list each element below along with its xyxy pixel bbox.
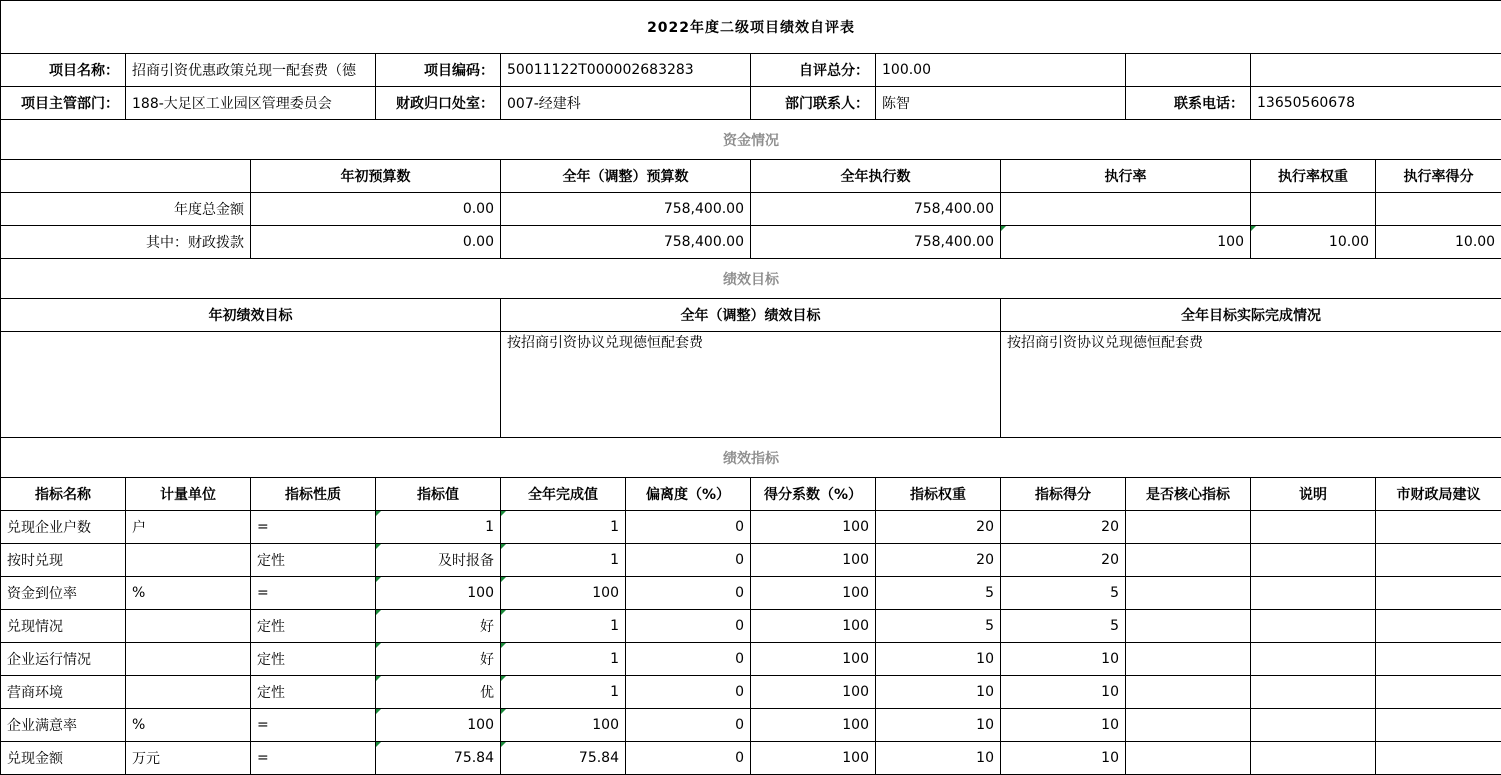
indicator-unit[interactable] [126,643,251,676]
goals-initial-text[interactable] [1,332,501,438]
indicator-completed[interactable]: 1 [501,676,626,709]
project-name-value[interactable]: 招商引资优惠政策兑现一配套费（德 [126,54,376,87]
page-title: 2022年度二级项目绩效自评表 [1,1,1501,54]
indicator-weight[interactable]: 10 [876,709,1001,742]
funds-header-initial: 年初预算数 [251,160,501,193]
self-score-value[interactable]: 100.00 [876,54,1126,87]
funds-weight[interactable]: 10.00 [1251,226,1376,259]
goals-section-title: 绩效目标 [1,259,1501,299]
indicator-deviation[interactable]: 0 [626,511,751,544]
goals-header-initial: 年初绩效目标 [1,299,501,332]
indicator-unit[interactable]: 万元 [126,742,251,775]
empty-cell[interactable] [1251,54,1501,87]
indicator-header-nature: 指标性质 [251,478,376,511]
indicator-deviation[interactable]: 0 [626,643,751,676]
indicator-row [1,643,1501,676]
indicator-score[interactable]: 10 [1001,676,1126,709]
indicator-coef[interactable]: 100 [751,577,876,610]
indicator-weight[interactable]: 10 [876,742,1001,775]
contact-value[interactable]: 陈智 [876,87,1126,120]
indicator-nature[interactable]: = [251,709,376,742]
project-code-value[interactable]: 50011122T000002683283 [501,54,751,87]
indicators-header-row [1,478,1501,511]
indicator-value[interactable]: 100 [376,709,501,742]
indicator-core[interactable] [1126,676,1251,709]
indicator-header-score: 指标得分 [1001,478,1126,511]
funds-initial[interactable]: 0.00 [251,226,501,259]
indicator-header-note: 说明 [1251,478,1376,511]
indicator-row [1,544,1501,577]
indicator-advice[interactable] [1376,709,1501,742]
indicator-core[interactable] [1126,511,1251,544]
indicator-nature[interactable]: = [251,577,376,610]
funds-row-label: 其中：财政拨款 [1,226,251,259]
indicator-nature[interactable]: 定性 [251,676,376,709]
indicator-header-name: 指标名称 [1,478,126,511]
indicator-coef[interactable]: 100 [751,511,876,544]
indicator-header-deviation: 偏离度（%） [626,478,751,511]
indicator-value[interactable]: 75.84 [376,742,501,775]
indicator-note[interactable] [1251,577,1376,610]
funds-adjusted[interactable]: 758,400.00 [501,193,751,226]
indicator-value[interactable]: 100 [376,577,501,610]
indicator-nature[interactable]: = [251,742,376,775]
funds-executed[interactable]: 758,400.00 [751,226,1001,259]
indicator-header-weight: 指标权重 [876,478,1001,511]
indicator-value[interactable]: 及时报备 [376,544,501,577]
contact-label: 部门联系人： [751,87,876,120]
funds-row-total [1,193,1501,226]
project-name-label: 项目名称： [1,54,126,87]
indicator-value[interactable]: 好 [376,610,501,643]
indicator-name[interactable]: 企业满意率 [1,709,126,742]
indicator-weight[interactable]: 10 [876,643,1001,676]
indicator-score[interactable]: 5 [1001,577,1126,610]
indicator-score[interactable]: 10 [1001,709,1126,742]
project-code-label: 项目编码： [376,54,501,87]
indicator-unit[interactable]: % [126,709,251,742]
indicator-completed[interactable]: 75.84 [501,742,626,775]
indicator-deviation[interactable]: 0 [626,709,751,742]
indicator-completed[interactable]: 100 [501,577,626,610]
funds-initial[interactable]: 0.00 [251,193,501,226]
indicator-value[interactable]: 1 [376,511,501,544]
indicator-deviation[interactable]: 0 [626,676,751,709]
funds-row-fiscal [1,226,1501,259]
goals-adjusted-text[interactable]: 按招商引资协议兑现德恒配套费 [501,332,1001,438]
indicator-core[interactable] [1126,544,1251,577]
indicator-name[interactable]: 兑现企业户数 [1,511,126,544]
indicator-core[interactable] [1126,742,1251,775]
indicator-unit[interactable] [126,610,251,643]
funds-weight[interactable] [1251,193,1376,226]
empty-cell[interactable] [1126,54,1251,87]
indicator-name[interactable]: 兑现金额 [1,742,126,775]
indicator-value[interactable]: 优 [376,676,501,709]
self-score-label: 自评总分： [751,54,876,87]
indicator-note[interactable] [1251,610,1376,643]
indicator-coef[interactable]: 100 [751,643,876,676]
indicators-section-title: 绩效指标 [1,438,1501,478]
indicator-nature[interactable]: = [251,511,376,544]
indicator-row [1,676,1501,709]
indicator-completed[interactable]: 100 [501,709,626,742]
indicator-deviation[interactable]: 0 [626,544,751,577]
funds-header-blank [1,160,251,193]
indicator-deviation[interactable]: 0 [626,577,751,610]
indicator-completed[interactable]: 1 [501,643,626,676]
indicator-advice[interactable] [1376,577,1501,610]
indicator-score[interactable]: 20 [1001,511,1126,544]
indicator-unit[interactable]: 户 [126,511,251,544]
funds-header-adjusted: 全年（调整）预算数 [501,160,751,193]
indicator-deviation[interactable]: 0 [626,610,751,643]
indicator-completed[interactable]: 1 [501,544,626,577]
indicator-completed[interactable]: 1 [501,610,626,643]
funds-adjusted[interactable]: 758,400.00 [501,226,751,259]
goals-header-actual: 全年目标实际完成情况 [1001,299,1501,332]
dept-value[interactable]: 188-大足区工业园区管理委员会 [126,87,376,120]
indicator-advice[interactable] [1376,610,1501,643]
indicator-header-core: 是否核心指标 [1126,478,1251,511]
indicator-unit[interactable] [126,544,251,577]
indicator-weight[interactable]: 20 [876,511,1001,544]
indicator-name[interactable]: 资金到位率 [1,577,126,610]
indicator-weight[interactable]: 5 [876,577,1001,610]
indicator-name[interactable]: 营商环境 [1,676,126,709]
indicator-nature[interactable]: 定性 [251,643,376,676]
indicator-score[interactable]: 20 [1001,544,1126,577]
indicator-advice[interactable] [1376,676,1501,709]
indicator-coef[interactable]: 100 [751,544,876,577]
indicator-note[interactable] [1251,643,1376,676]
indicator-note[interactable] [1251,544,1376,577]
funds-rate[interactable] [1001,193,1251,226]
indicator-row [1,511,1501,544]
indicator-row [1,610,1501,643]
indicator-weight[interactable]: 5 [876,610,1001,643]
funds-section-title: 资金情况 [1,120,1501,160]
funds-header-rate: 执行率 [1001,160,1251,193]
indicator-header-completed: 全年完成值 [501,478,626,511]
goals-actual-text[interactable]: 按招商引资协议兑现德恒配套费 [1001,332,1501,438]
funds-header-score: 执行率得分 [1376,160,1501,193]
indicator-note[interactable] [1251,742,1376,775]
indicator-weight[interactable]: 10 [876,676,1001,709]
finance-label: 财政归口处室： [376,87,501,120]
funds-rate[interactable]: 100 [1001,226,1251,259]
indicator-advice[interactable] [1376,511,1501,544]
funds-score[interactable] [1376,193,1501,226]
indicator-unit[interactable]: % [126,577,251,610]
indicator-value[interactable]: 好 [376,643,501,676]
indicator-score[interactable]: 5 [1001,610,1126,643]
indicator-core[interactable] [1126,577,1251,610]
indicator-header-value: 指标值 [376,478,501,511]
indicator-score[interactable]: 10 [1001,742,1126,775]
indicator-name[interactable]: 按时兑现 [1,544,126,577]
indicator-note[interactable] [1251,709,1376,742]
finance-value[interactable]: 007-经建科 [501,87,751,120]
indicator-nature[interactable]: 定性 [251,610,376,643]
indicator-completed[interactable]: 1 [501,511,626,544]
indicator-core[interactable] [1126,709,1251,742]
funds-score[interactable]: 10.00 [1376,226,1501,259]
phone-label: 联系电话： [1126,87,1251,120]
indicator-score[interactable]: 10 [1001,643,1126,676]
indicator-coef[interactable]: 100 [751,610,876,643]
funds-header-weight: 执行率权重 [1251,160,1376,193]
indicator-name[interactable]: 兑现情况 [1,610,126,643]
indicator-note[interactable] [1251,511,1376,544]
indicator-advice[interactable] [1376,643,1501,676]
indicator-coef[interactable]: 100 [751,742,876,775]
indicator-nature[interactable]: 定性 [251,544,376,577]
phone-value[interactable]: 13650560678 [1251,87,1501,120]
funds-executed[interactable]: 758,400.00 [751,193,1001,226]
dept-label: 项目主管部门： [1,87,126,120]
indicator-row [1,577,1501,610]
indicator-header-coef: 得分系数（%） [751,478,876,511]
indicator-deviation[interactable]: 0 [626,742,751,775]
indicator-advice[interactable] [1376,742,1501,775]
indicator-weight[interactable]: 20 [876,544,1001,577]
funds-row-label: 年度总金额 [1,193,251,226]
indicator-row [1,742,1501,775]
indicator-note[interactable] [1251,676,1376,709]
indicator-coef[interactable]: 100 [751,676,876,709]
indicator-core[interactable] [1126,610,1251,643]
funds-header-executed: 全年执行数 [751,160,1001,193]
indicator-row [1,709,1501,742]
indicator-core[interactable] [1126,643,1251,676]
indicator-coef[interactable]: 100 [751,709,876,742]
goals-header-adjusted: 全年（调整）绩效目标 [501,299,1001,332]
indicator-advice[interactable] [1376,544,1501,577]
indicator-header-advice: 市财政局建议 [1376,478,1501,511]
indicator-header-unit: 计量单位 [126,478,251,511]
indicator-name[interactable]: 企业运行情况 [1,643,126,676]
indicator-unit[interactable] [126,676,251,709]
